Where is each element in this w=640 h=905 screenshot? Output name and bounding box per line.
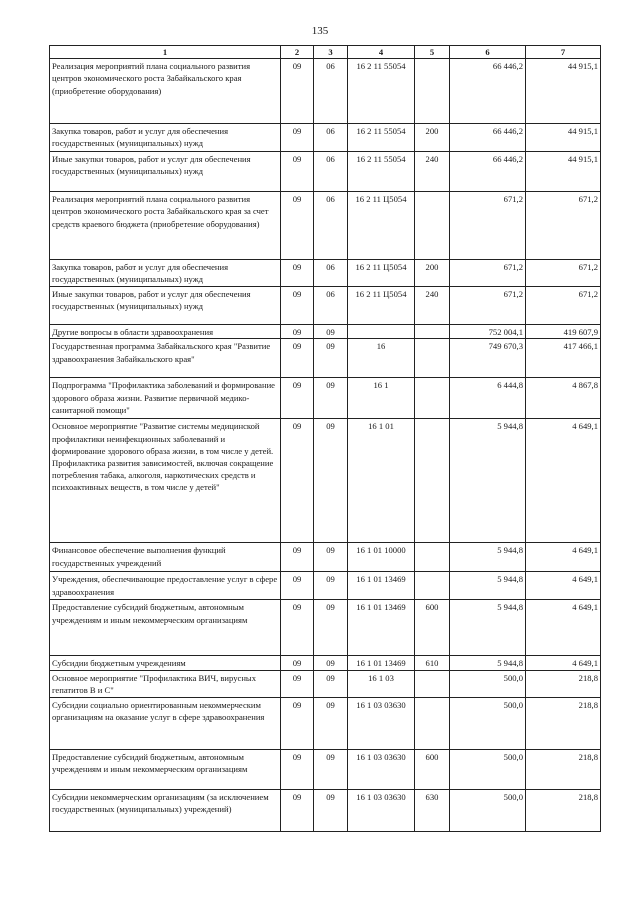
- table-row: [50, 789, 601, 831]
- row-amount-executed: 44 915,1: [526, 59, 601, 124]
- row-amount-executed: 417 466,1: [526, 339, 601, 378]
- row-subsection: 09: [314, 600, 348, 656]
- row-subsection: 09: [314, 339, 348, 378]
- row-section: 09: [281, 572, 314, 600]
- row-subsection: 09: [314, 378, 348, 419]
- row-amount-planned: 752 004,1: [450, 325, 526, 339]
- row-subsection: 09: [314, 749, 348, 789]
- row-amount-executed: 4 649,1: [526, 572, 601, 600]
- row-section: 09: [281, 697, 314, 749]
- row-amount-executed: 4 867,8: [526, 378, 601, 419]
- row-amount-executed: 44 915,1: [526, 152, 601, 192]
- row-name: Реализация мероприятий плана социального развития центров экономического роста Забайкальского края за счет средств краевого бюджета (приобретение оборудования): [50, 192, 281, 260]
- table-row: [50, 543, 601, 572]
- row-expense-type: 600: [415, 749, 450, 789]
- table-row: [50, 419, 601, 543]
- row-section: 09: [281, 325, 314, 339]
- row-amount-executed: 218,8: [526, 670, 601, 697]
- column-header: 4: [348, 46, 415, 59]
- row-section: 09: [281, 656, 314, 670]
- row-expense-type: 200: [415, 124, 450, 152]
- row-subsection: 09: [314, 543, 348, 572]
- row-amount-planned: 66 446,2: [450, 124, 526, 152]
- row-amount-planned: 6 444,8: [450, 378, 526, 419]
- table-row: [50, 192, 601, 260]
- row-subsection: 09: [314, 656, 348, 670]
- table-row: [50, 59, 601, 124]
- row-amount-executed: 671,2: [526, 192, 601, 260]
- row-amount-planned: 66 446,2: [450, 152, 526, 192]
- row-amount-planned: 500,0: [450, 670, 526, 697]
- row-amount-planned: 5 944,8: [450, 656, 526, 670]
- row-subsection: 09: [314, 572, 348, 600]
- row-expense-type: [415, 59, 450, 124]
- row-amount-planned: 500,0: [450, 697, 526, 749]
- row-section: 09: [281, 543, 314, 572]
- row-name: Закупка товаров, работ и услуг для обеспечения государственных (муниципальных) нужд: [50, 124, 281, 152]
- row-amount-planned: 5 944,8: [450, 543, 526, 572]
- row-target-code: 16 1 03 03630: [348, 697, 415, 749]
- page-number: 135: [311, 25, 329, 37]
- row-amount-executed: 671,2: [526, 260, 601, 287]
- row-name: Субсидии социально ориентированным некоммерческим организациям на оказание услуг в сфере здравоохранения: [50, 697, 281, 749]
- row-target-code: 16 1 01 13469: [348, 572, 415, 600]
- row-section: 09: [281, 339, 314, 378]
- row-amount-planned: 5 944,8: [450, 419, 526, 543]
- row-target-code: 16 1 03 03630: [348, 749, 415, 789]
- row-expense-type: [415, 192, 450, 260]
- row-amount-executed: 4 649,1: [526, 419, 601, 543]
- column-header: 5: [415, 46, 450, 59]
- row-subsection: 06: [314, 152, 348, 192]
- table-row: [50, 339, 601, 378]
- column-header: 3: [314, 46, 348, 59]
- row-name: Предоставление субсидий бюджетным, автономным учреждениям и иным некоммерческим организациям: [50, 749, 281, 789]
- row-section: 09: [281, 287, 314, 325]
- row-section: 09: [281, 600, 314, 656]
- table-row: [50, 287, 601, 325]
- table-row: [50, 260, 601, 287]
- row-name: Подпрограмма "Профилактика заболеваний и формирование здорового образа жизни. Развитие первичной медико-санитарной помощи": [50, 378, 281, 419]
- row-subsection: 06: [314, 260, 348, 287]
- row-section: 09: [281, 789, 314, 831]
- row-target-code: 16: [348, 339, 415, 378]
- table-row: [50, 325, 601, 339]
- row-amount-planned: 500,0: [450, 789, 526, 831]
- row-subsection: 06: [314, 287, 348, 325]
- row-name: Иные закупки товаров, работ и услуг для обеспечения государственных (муниципальных) нужд: [50, 287, 281, 325]
- row-expense-type: 630: [415, 789, 450, 831]
- row-section: 09: [281, 124, 314, 152]
- row-expense-type: 240: [415, 152, 450, 192]
- row-target-code: 16 2 11 55054: [348, 124, 415, 152]
- row-subsection: 06: [314, 59, 348, 124]
- row-target-code: 16 2 11 Ц5054: [348, 287, 415, 325]
- table-row: [50, 378, 601, 419]
- row-expense-type: [415, 339, 450, 378]
- row-amount-planned: 5 944,8: [450, 600, 526, 656]
- row-subsection: 09: [314, 325, 348, 339]
- row-name: Основное мероприятие "Профилактика ВИЧ, вирусных гепатитов В и С": [50, 670, 281, 697]
- row-amount-executed: 218,8: [526, 697, 601, 749]
- row-name: Основное мероприятие "Развитие системы медицинской профилактики неинфекционных заболеваний и формирование здорового образа жизни, в том числе у детей. Профилактика развития зависимостей, включая сокращение потребления табака, алкоголя, наркотических средств и психоактивных веществ, в том числе у детей": [50, 419, 281, 543]
- row-target-code: 16 2 11 Ц5054: [348, 260, 415, 287]
- row-subsection: 06: [314, 192, 348, 260]
- row-amount-planned: 671,2: [450, 260, 526, 287]
- table-row: [50, 749, 601, 789]
- row-amount-planned: 500,0: [450, 749, 526, 789]
- row-expense-type: [415, 378, 450, 419]
- row-expense-type: 600: [415, 600, 450, 656]
- row-name: Государственная программа Забайкальского края "Развитие здравоохранения Забайкальского края": [50, 339, 281, 378]
- row-amount-executed: 4 649,1: [526, 656, 601, 670]
- column-header: 1: [50, 46, 281, 59]
- row-section: 09: [281, 749, 314, 789]
- row-name: Учреждения, обеспечивающие предоставление услуг в сфере здравоохранения: [50, 572, 281, 600]
- row-expense-type: [415, 419, 450, 543]
- row-subsection: 09: [314, 670, 348, 697]
- budget-table: [49, 45, 601, 832]
- row-expense-type: [415, 325, 450, 339]
- row-amount-executed: 4 649,1: [526, 600, 601, 656]
- row-name: Финансовое обеспечение выполнения функций государственных учреждений: [50, 543, 281, 572]
- row-subsection: 09: [314, 419, 348, 543]
- row-amount-executed: 218,8: [526, 789, 601, 831]
- row-expense-type: [415, 670, 450, 697]
- row-expense-type: 240: [415, 287, 450, 325]
- row-subsection: 09: [314, 789, 348, 831]
- table-row: [50, 600, 601, 656]
- row-name: Иные закупки товаров, работ и услуг для обеспечения государственных (муниципальных) нужд: [50, 152, 281, 192]
- row-section: 09: [281, 192, 314, 260]
- row-target-code: 16 1: [348, 378, 415, 419]
- row-target-code: 16 2 11 55054: [348, 152, 415, 192]
- column-header: 7: [526, 46, 601, 59]
- table-row: [50, 670, 601, 697]
- row-section: 09: [281, 670, 314, 697]
- row-amount-executed: 4 649,1: [526, 543, 601, 572]
- row-target-code: 16 1 01 13469: [348, 600, 415, 656]
- row-expense-type: [415, 543, 450, 572]
- row-amount-executed: 671,2: [526, 287, 601, 325]
- row-target-code: [348, 325, 415, 339]
- row-amount-planned: 5 944,8: [450, 572, 526, 600]
- column-header: 6: [450, 46, 526, 59]
- table-row: [50, 656, 601, 670]
- row-amount-executed: 419 607,9: [526, 325, 601, 339]
- row-expense-type: 200: [415, 260, 450, 287]
- row-name: Предоставление субсидий бюджетным, автономным учреждениям и иным некоммерческим организациям: [50, 600, 281, 656]
- row-expense-type: 610: [415, 656, 450, 670]
- row-target-code: 16 1 01: [348, 419, 415, 543]
- table-row: [50, 152, 601, 192]
- row-amount-planned: 671,2: [450, 192, 526, 260]
- row-section: 09: [281, 260, 314, 287]
- row-section: 09: [281, 152, 314, 192]
- table-row: [50, 572, 601, 600]
- row-section: 09: [281, 378, 314, 419]
- row-target-code: 16 1 03 03630: [348, 789, 415, 831]
- row-amount-planned: 66 446,2: [450, 59, 526, 124]
- row-amount-executed: 218,8: [526, 749, 601, 789]
- row-amount-planned: 749 670,3: [450, 339, 526, 378]
- column-header: 2: [281, 46, 314, 59]
- row-section: 09: [281, 59, 314, 124]
- row-expense-type: [415, 572, 450, 600]
- table-header-row: [50, 46, 601, 59]
- table-row: [50, 697, 601, 749]
- row-subsection: 06: [314, 124, 348, 152]
- row-amount-executed: 44 915,1: [526, 124, 601, 152]
- row-name: Другие вопросы в области здравоохранения: [50, 325, 281, 339]
- row-target-code: 16 1 01 13469: [348, 656, 415, 670]
- row-amount-planned: 671,2: [450, 287, 526, 325]
- row-expense-type: [415, 697, 450, 749]
- row-name: Субсидии бюджетным учреждениям: [50, 656, 281, 670]
- row-name: Реализация мероприятий плана социального развития центров экономического роста Забайкальского края (приобретение оборудования): [50, 59, 281, 124]
- row-subsection: 09: [314, 697, 348, 749]
- row-target-code: 16 1 01 10000: [348, 543, 415, 572]
- row-section: 09: [281, 419, 314, 543]
- row-name: Закупка товаров, работ и услуг для обеспечения государственных (муниципальных) нужд: [50, 260, 281, 287]
- row-target-code: 16 2 11 55054: [348, 59, 415, 124]
- row-name: Субсидии некоммерческим организациям (за исключением государственных (муниципальных) учреждений): [50, 789, 281, 831]
- table-row: [50, 124, 601, 152]
- row-target-code: 16 2 11 Ц5054: [348, 192, 415, 260]
- row-target-code: 16 1 03: [348, 670, 415, 697]
